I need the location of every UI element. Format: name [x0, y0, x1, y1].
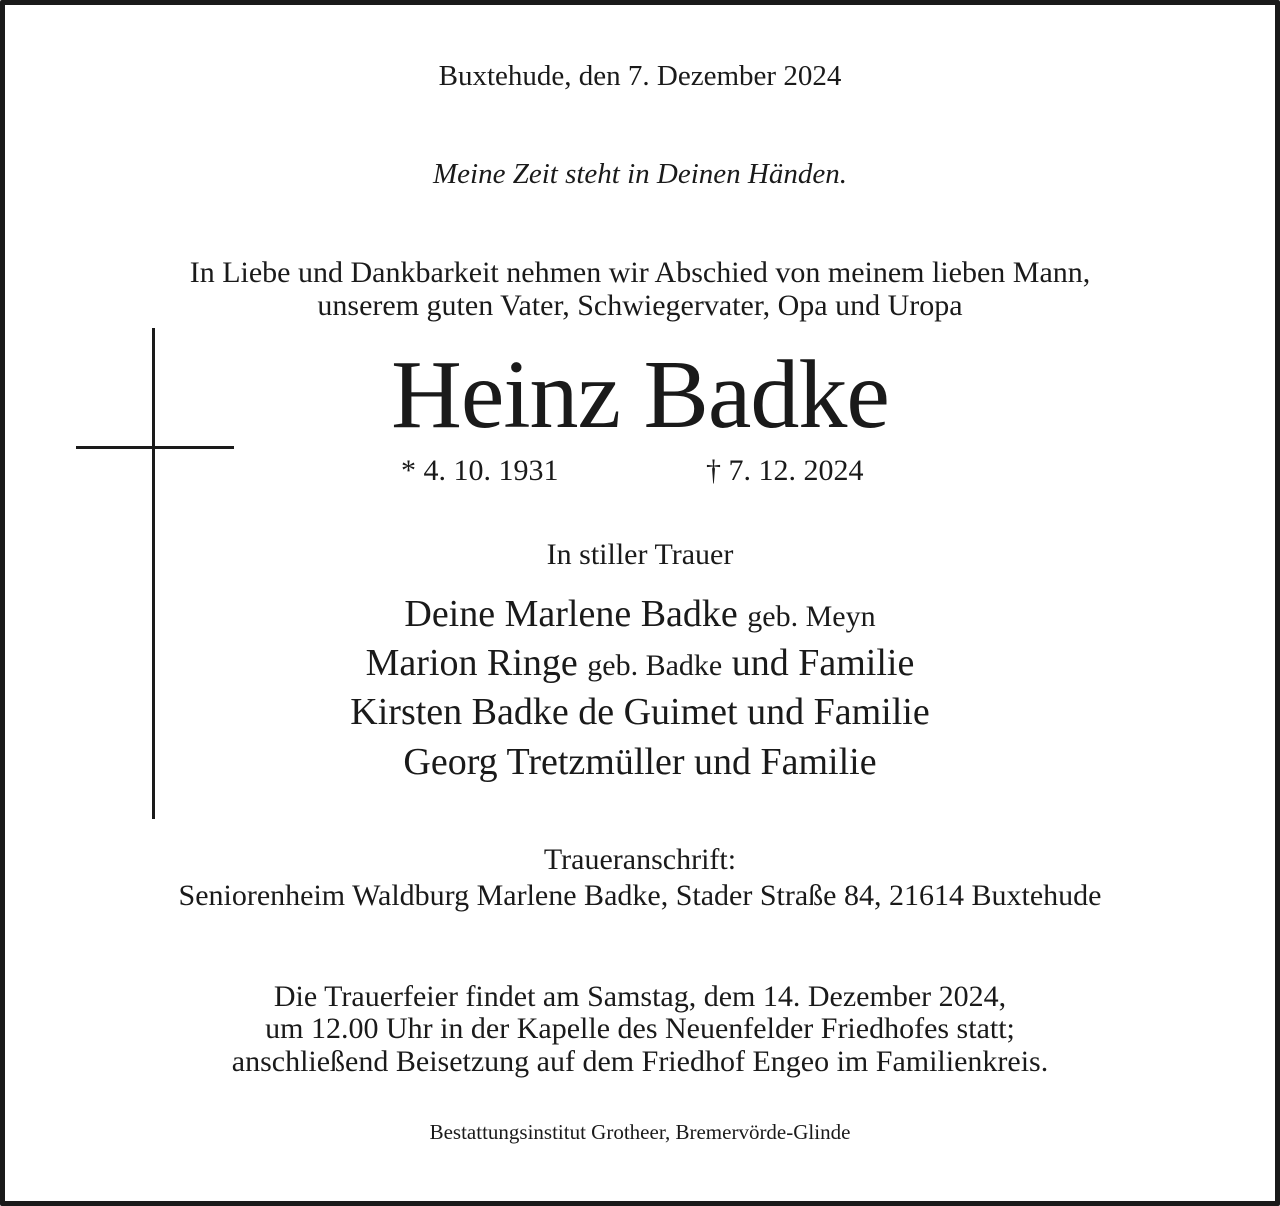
- undertaker: Bestattungsinstitut Grotheer, Bremervörde-Glinde: [429, 1120, 851, 1144]
- place-date: Buxtehude, den 7. Dezember 2024: [438, 60, 842, 92]
- mourner-name: Kirsten Badke de Guimet und Familie: [350, 691, 930, 733]
- mourner-line: [0, 592, 1280, 636]
- address-text: Seniorenheim Waldburg Marlene Badke, Stader Straße 84, 21614 Buxtehude: [178, 879, 1102, 912]
- mourner-name: Georg Tretzmüller und Familie: [403, 741, 877, 783]
- mourner-suffix: und Familie: [731, 642, 915, 684]
- birth-date: * 4. 10. 1931: [401, 454, 559, 487]
- mourner-maiden-name: geb. Badke: [587, 649, 723, 682]
- mourner-maiden-name: geb. Meyn: [747, 600, 876, 633]
- intro-line-2: unserem guten Vater, Schwiegervater, Opa und Uropa: [317, 289, 963, 322]
- mourner-line: [0, 690, 1280, 734]
- service-line-2: um 12.00 Uhr in der Kapelle des Neuenfelder Friedhofes statt;: [265, 1012, 1015, 1045]
- mourning-heading: In stiller Trauer: [546, 538, 734, 571]
- mourner-name: Marion Ringe: [365, 642, 578, 684]
- deceased-name: Heinz Badke: [391, 341, 889, 449]
- service-line-3: anschließend Beisetzung auf dem Friedhof Engeo im Familienkreis.: [231, 1045, 1049, 1078]
- cross-horizontal-bar: [76, 446, 234, 449]
- mourner-name: Deine Marlene Badke: [404, 593, 738, 635]
- mourner-line: [0, 740, 1280, 784]
- death-date: † 7. 12. 2024: [706, 454, 864, 487]
- motto: Meine Zeit steht in Deinen Händen.: [433, 158, 847, 190]
- service-line-1: Die Trauerfeier findet am Samstag, dem 14. Dezember 2024,: [273, 980, 1007, 1013]
- address-label: Traueranschrift:: [543, 843, 737, 876]
- intro-line-1: In Liebe und Dankbarkeit nehmen wir Abschied von meinem lieben Mann,: [189, 256, 1091, 289]
- mourner-line: [0, 641, 1280, 685]
- cross-vertical-bar: [152, 328, 155, 819]
